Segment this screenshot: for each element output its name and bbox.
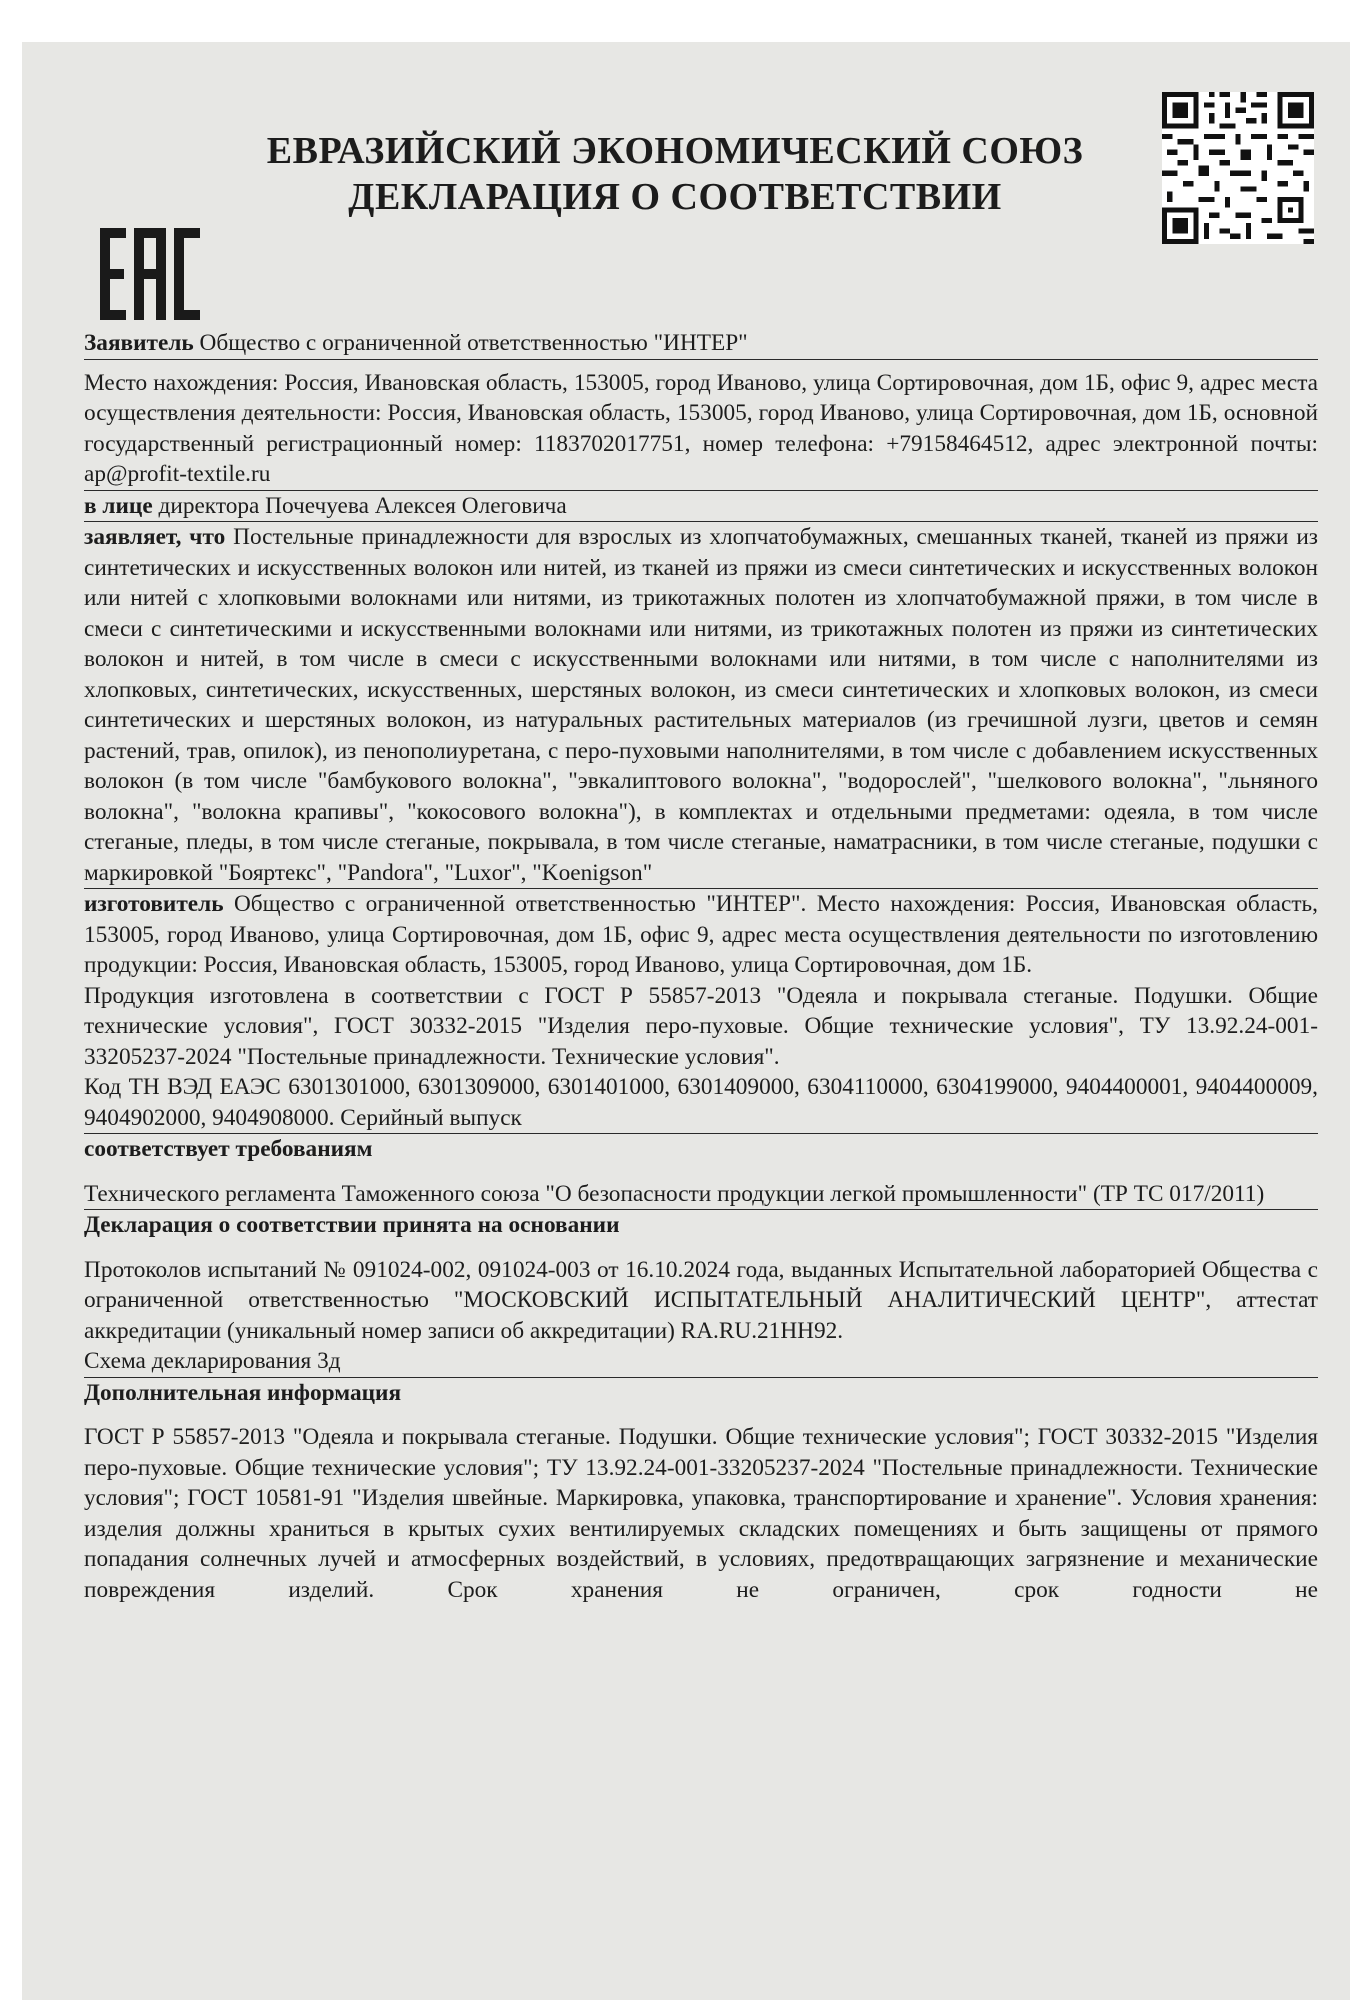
representative-name: директора Почечуева Алексея Олеговича	[152, 492, 567, 519]
customs-codes: Код ТН ВЭД ЕАЭС 6301301000, 6301309000, 6301401000, 6301409000, 6304110000, 6304199000, 9404400001, 9404400009, 9404902000, 9404908000. Серийный выпуск	[84, 1072, 1318, 1134]
applicant-label: Заявитель	[84, 330, 194, 356]
declares-label: заявляет, что	[84, 524, 226, 550]
basis-heading: Декларация о соответствии принята на основании	[84, 1212, 620, 1238]
applicant-address: Место нахождения: Россия, Ивановская область, 153005, город Иваново, улица Сортировочная, дом 1Б, офис 9, адрес места осуществления деятельности: Россия, Ивановская область, 153005, город Иваново, улица Сортировочная, дом 1Б, основной государственный регистрационный номер: 1183702017751, номер телефона: +79158464512, адрес электронной почты: ap@profit-textile.ru	[84, 368, 1318, 491]
union-title: ЕВРАЗИЙСКИЙ ЭКОНОМИЧЕСКИЙ СОЮЗ	[266, 130, 1084, 172]
declaration-body	[84, 328, 1318, 1605]
applicant-name: Общество с ограниченной ответственностью "ИНТЕР"	[193, 330, 748, 356]
manufacturer-label: изготовитель	[84, 891, 224, 917]
representative-label: в лице	[84, 492, 153, 519]
declaration-title: ДЕКЛАРАЦИЯ О СООТВЕТСТВИИ	[348, 176, 1002, 218]
product-description: Постельные принадлежности для взрослых из хлопчатобумажных, смешанных тканей, тканей из пряжи из синтетических и искусственных волокон или нитей, из тканей из пряжи из смеси синтетических и искусственных волокон или нитей с хлопковыми волокнами или нитями, из трикотажных полотен из хлопчатобумажной пряжи, в том числе в смеси с синтетическими и искусственными волокнами или нитями, из трикотажных полотен из пряжи из синтетических волокон и нитей, в том числе в смеси с искусственными волокнами или нитями, в том числе с наполнителями из хлопковых, синтетических, искусственных, шерстяных волокон, из смеси синтетических и хлопковых волокон, из смеси синтетических и шерстяных волокон, из натуральных растительных материалов (из гречишной лузги, цветов и семян растений, трав, опилок), из пенополиуретана, с перо-пуховыми наполнителями, в том числе с добавлением искусственных волокон (в том числе "бамбукового волокна", "эвкалиптового волокна", "водорослей", "шелкового волокна", "льняного волокна", "волокна крапивы", "кокосового волокна"), в комплектах и отдельными предметами: одеяла, в том числе стеганые, пледы, в том числе стеганые, покрывала, в том числе стеганые, наматрасники, в том числе стеганые, подушки с маркировкой "Бояртекс", "Pandora", "Luxor", "Koenigson"	[84, 524, 1318, 886]
representative-line	[84, 491, 1318, 523]
declaration-scheme: Схема декларирования 3д	[84, 1346, 1318, 1378]
additional-info-heading: Дополнительная информация	[84, 1379, 402, 1406]
manufacturer-block	[84, 889, 1318, 981]
basis-text: Протоколов испытаний № 091024-002, 091024-003 от 16.10.2024 года, выданных Испытательной лабораторией Общества с ограниченной ответственностью "МОСКОВСКИЙ ИСПЫТАТЕЛЬНЫЙ АНАЛИТИЧЕСКИЙ ЦЕНТР", аттестат аккредитации (уникальный номер записи об аккредитации) RA.RU.21НН92.	[84, 1256, 1318, 1344]
qr-code-icon	[1162, 92, 1314, 244]
manufacturer-text: Общество с ограниченной ответственностью "ИНТЕР". Место нахождения: Россия, Ивановская область, 153005, город Иваново, улица Сортировочная, дом 1Б, офис 9, адрес места осуществления деятельности по изготовлению продукции: Россия, Ивановская область, 153005, город Иваново, улица Сортировочная, дом 1Б.	[84, 891, 1318, 978]
eac-logo-icon	[100, 228, 200, 320]
conformity-text: Технического регламента Таможенного союза "О безопасности продукции легкой промышленности" (ТР ТС 017/2011)	[84, 1179, 1318, 1211]
additional-info-text: ГОСТ Р 55857-2013 "Одеяла и покрывала стеганые. Подушки. Общие технические условия"; ГОСТ 30332-2015 "Изделия перо-пуховые. Общие технические условия"; ТУ 13.92.24-001-33205237-2024 "Постельные принадлежности. Технические условия"; ГОСТ 10581-91 "Изделия швейные. Маркировка, упаковка, транспортирование и хранение". Условия хранения: изделия должны храниться в крытых сухих вентилируемых складских помещениях и быть защищены от прямого попадания солнечных лучей и атмосферных воздействий, в условиях, предотвращающих загрязнение и механические повреждения изделий. Срок хранения не ограничен, срок годности не	[84, 1424, 1318, 1603]
declaration-statement	[84, 522, 1318, 889]
production-standards: Продукция изготовлена в соответствии с ГОСТ Р 55857-2013 "Одеяла и покрывала стеганые. Подушки. Общие технические условия", ГОСТ 30332-2015 "Изделия перо-пуховые. Общие технические условия", ТУ 13.92.24-001-33205237-2024 "Постельные принадлежности. Технические условия".	[84, 982, 1318, 1070]
applicant-line	[84, 328, 1318, 360]
document-header	[0, 128, 1350, 220]
conformity-heading: соответствует требованиям	[84, 1136, 373, 1162]
